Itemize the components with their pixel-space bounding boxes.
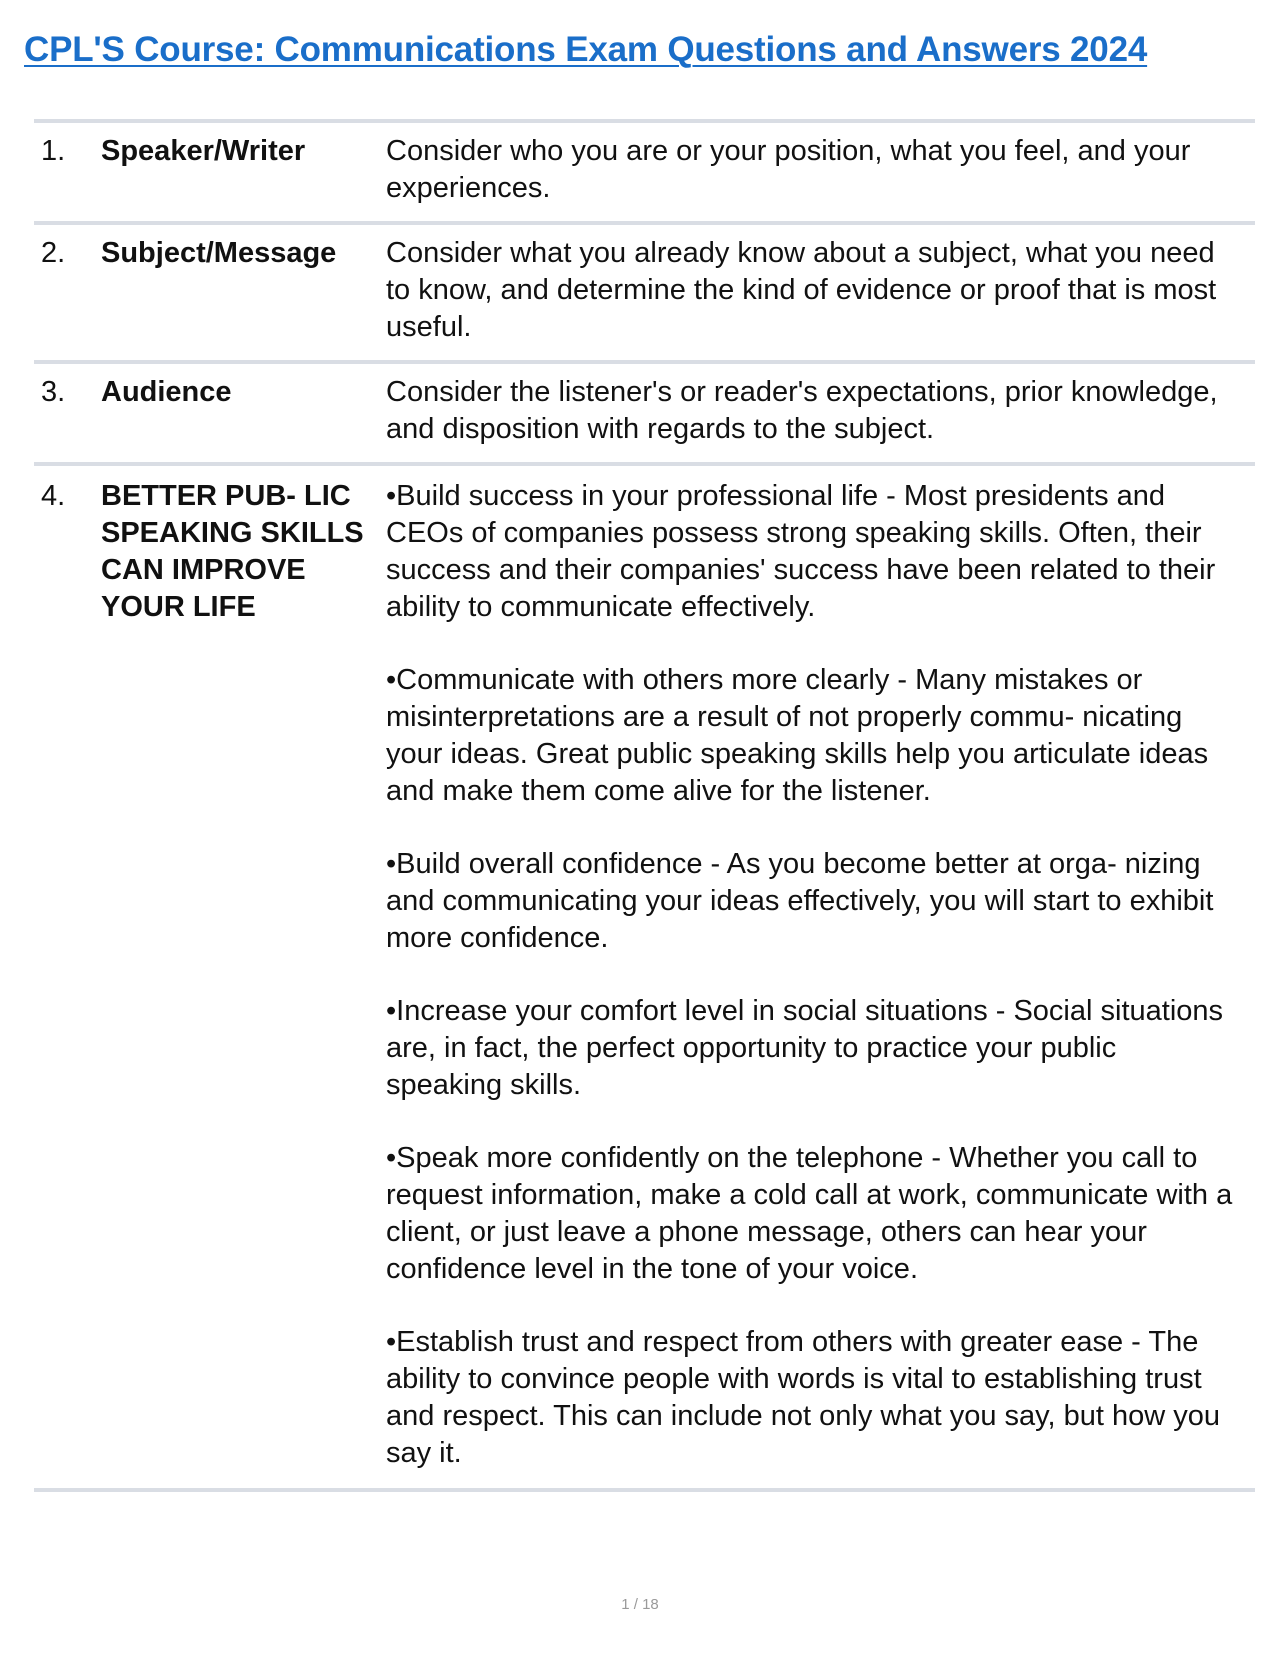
definition-paragraph: •Build success in your professional life - Most presidents and CEOs of companies possess strong speaking skills. Often, their success and their companies' success have been related to their ability to communicate effectively. (386, 480, 1216, 623)
definition-paragraph: •Build overall confidence - As you become better at orga- nizing and communicating your ideas effectively, you will start to exhibit more confidence. (386, 848, 1214, 954)
divider (34, 1488, 1255, 1492)
qa-item-1 (34, 123, 1255, 221)
item-term: Speaker/Writer (101, 135, 306, 167)
definition-paragraph: Consider what you already know about a subject, what you need to know, and determine the kind of evidence or proof that is most useful. (386, 237, 1217, 343)
item-definition (386, 478, 1255, 1472)
item-term: Audience (101, 376, 232, 408)
qa-item-3 (34, 364, 1255, 462)
item-term: BETTER PUB- LIC SPEAKING SKILLS CAN IMPROVE YOUR LIFE (101, 480, 364, 623)
item-number: 3. (41, 376, 66, 408)
item-number: 4. (41, 480, 66, 512)
item-definition (386, 133, 1255, 207)
page-number: 1 / 18 (621, 1596, 659, 1613)
definition-paragraph: •Speak more confidently on the telephone - Whether you call to request information, make a cold call at work, communicate with a client, or just leave a phone message, others can hear your confidence level in the tone of your voice. (386, 1142, 1233, 1285)
definition-paragraph: Consider the listener's or reader's expectations, prior knowledge, and disposition with regards to the subject. (386, 376, 1218, 445)
qa-item-2 (34, 225, 1255, 360)
item-number: 1. (41, 135, 66, 167)
item-definition (386, 374, 1255, 448)
definition-paragraph: Consider who you are or your position, what you feel, and your experiences. (386, 135, 1191, 204)
definition-paragraph: •Communicate with others more clearly - Many mistakes or misinterpretations are a result of not properly commu- nicating your ideas. Great public speaking skills help you articulate ideas and make them come alive for the listener. (386, 664, 1209, 807)
qa-list (34, 119, 1255, 1492)
definition-paragraph: •Increase your comfort level in social situations - Social situations are, in fact, the perfect opportunity to practice your public speaking skills. (386, 995, 1224, 1101)
item-term: Subject/Message (101, 237, 337, 269)
item-definition (386, 235, 1255, 346)
definition-paragraph: •Establish trust and respect from others with greater ease - The ability to convince people with words is vital to establishing trust and respect. This can include not only what you say, but how you say it. (386, 1326, 1220, 1469)
document-title: CPL'S Course: Communications Exam Questions and Answers 2024 (24, 30, 1148, 69)
item-number: 2. (41, 237, 66, 269)
qa-item-4 (34, 466, 1255, 1488)
